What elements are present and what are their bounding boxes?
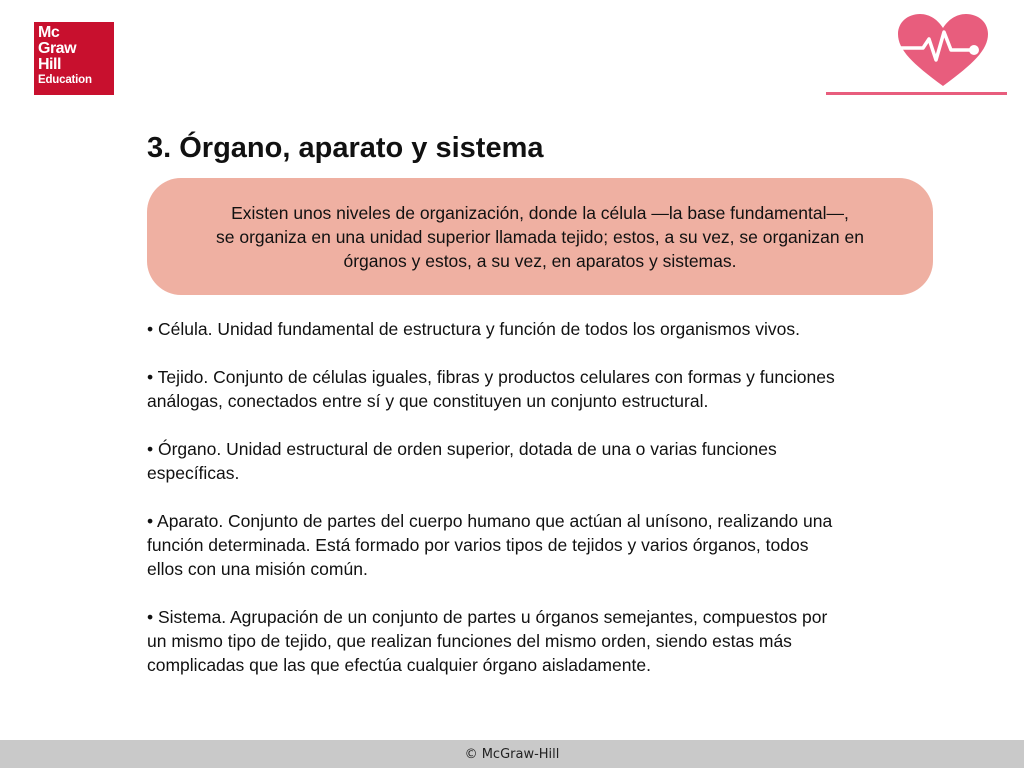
callout-line: se organiza en una unidad superior llamada tejido; estos, a su vez, se organizan en xyxy=(216,226,864,247)
callout-text xyxy=(216,201,864,273)
mcgraw-hill-logo xyxy=(34,22,114,95)
definition-sistema xyxy=(147,605,947,677)
definition-line: • Aparato. Conjunto de partes del cuerpo humano que actúan al unísono, realizando una xyxy=(147,511,833,531)
definition-line: • Tejido. Conjunto de células iguales, fibras y productos celulares con formas y funciones xyxy=(147,367,835,387)
definition-line: • Sistema. Agrupación de un conjunto de partes u órganos semejantes, compuestos por xyxy=(147,607,828,627)
logo-line: Hill xyxy=(38,56,61,73)
definition-celula xyxy=(147,317,947,341)
definition-line: función determinada. Está formado por varios tipos de tejidos y varios órganos, todos xyxy=(147,535,809,555)
logo-line: Education xyxy=(38,74,92,86)
footer-bar xyxy=(0,740,1024,768)
callout-line: órganos y estos, a su vez, en aparatos y sistemas. xyxy=(343,250,737,271)
copyright-text: © McGraw-Hill xyxy=(464,746,560,762)
logo-line: Mc xyxy=(38,24,60,41)
definition-tejido xyxy=(147,365,947,413)
definition-line: específicas. xyxy=(147,463,240,483)
definition-line: • Órgano. Unidad estructural de orden superior, dotada de una o varias funciones xyxy=(147,439,777,459)
callout-line: Existen unos niveles de organización, donde la célula —la base fundamental—, xyxy=(231,202,849,223)
definition-line: ellos con una misión común. xyxy=(147,559,368,579)
header-rule xyxy=(826,92,1007,95)
slide-title: 3. Órgano, aparato y sistema xyxy=(147,132,544,164)
definition-organo xyxy=(147,437,947,485)
definition-aparato xyxy=(147,509,947,581)
definition-line: complicadas que las que efectúa cualquier órgano aisladamente. xyxy=(147,655,651,675)
intro-callout xyxy=(147,178,933,295)
definitions-list xyxy=(147,317,947,701)
heart-pulse-icon xyxy=(893,12,993,92)
definition-line: análogas, conectados entre sí y que constituyen un conjunto estructural. xyxy=(147,391,709,411)
logo-line: Graw xyxy=(38,40,77,57)
definition-line: un mismo tipo de tejido, que realizan funciones del mismo orden, siendo estas más xyxy=(147,631,792,651)
definition-line: • Célula. Unidad fundamental de estructura y función de todos los organismos vivos. xyxy=(147,319,801,339)
